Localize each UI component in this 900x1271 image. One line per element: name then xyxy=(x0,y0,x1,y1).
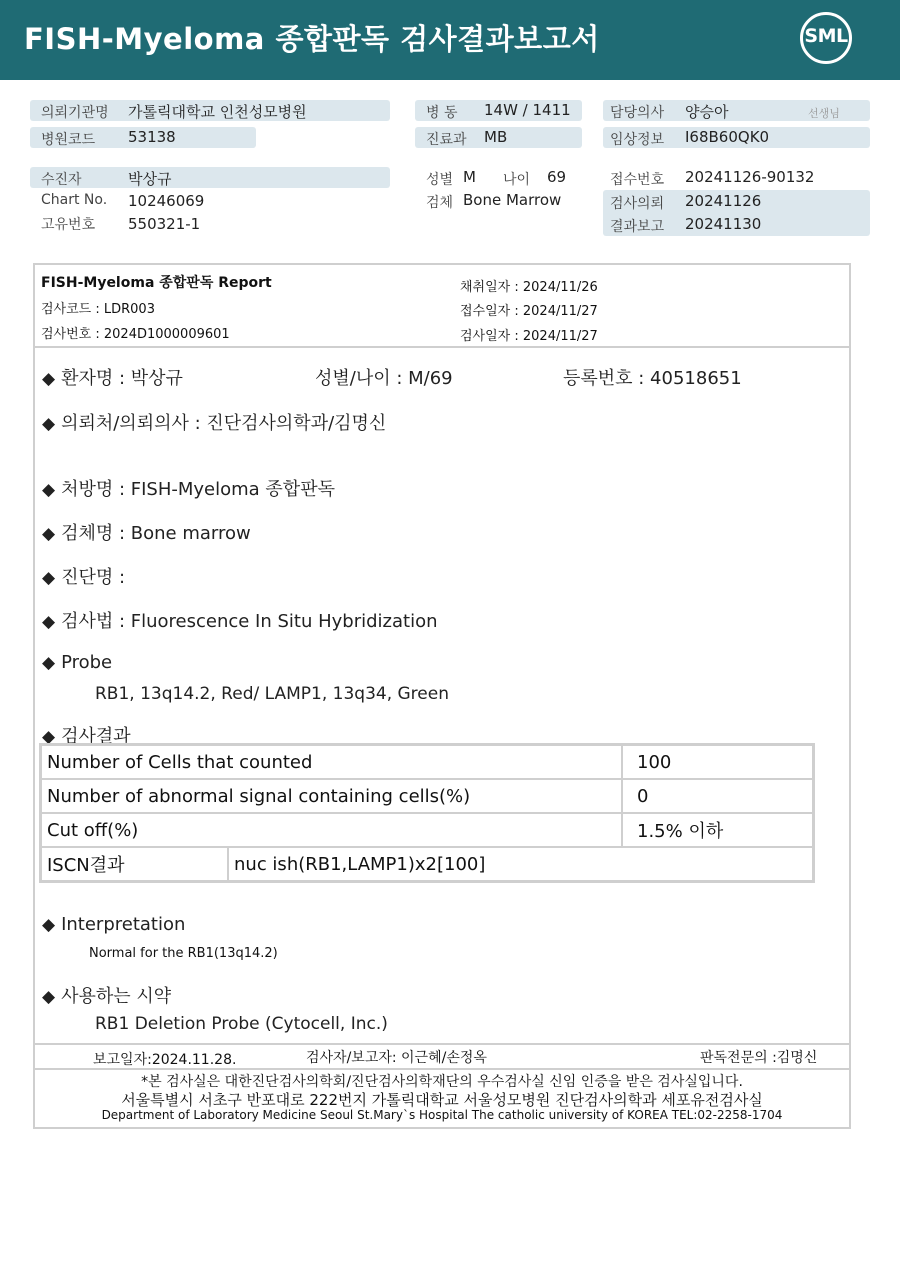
clinical-value: I68B60QK0 xyxy=(685,128,770,146)
ward-value: 14W / 1411 xyxy=(484,101,571,119)
table-row xyxy=(41,813,814,847)
chart-value: 10246069 xyxy=(128,192,205,210)
probe-text: RB1, 13q14.2, Red/ LAMP1, 13q34, Green xyxy=(95,684,449,704)
result-value-cell: 0 xyxy=(622,779,814,813)
result-table xyxy=(39,743,815,883)
diamond-bullet-icon: ◆ xyxy=(42,987,56,1007)
ward-label: 병 동 xyxy=(426,105,458,121)
received-date: 접수일자 : 2024/11/27 xyxy=(460,304,598,319)
table-row xyxy=(41,779,814,813)
diamond-bullet-icon: ◆ xyxy=(42,369,56,389)
dept-english-text: Department of Laboratory Medicine Seoul St.Mary`s Hospital The catholic university of KOREA TEL:02-2258-1704 xyxy=(101,1108,783,1122)
patient-value: 박상규 xyxy=(128,170,172,188)
chart-label: Chart No. xyxy=(41,192,108,208)
diamond-bullet-icon: ◆ xyxy=(42,568,56,588)
hosp-code-label: 병원코드 xyxy=(41,132,96,148)
diamond-bullet-icon: ◆ xyxy=(42,414,56,434)
test-code: 검사코드 : LDR003 xyxy=(41,302,155,317)
diamond-bullet-icon: ◆ xyxy=(42,612,56,632)
result-label-cell: Number of Cells that counted xyxy=(41,745,623,780)
report-header-divider xyxy=(35,346,849,348)
result-title: ◆ 검사결과 xyxy=(42,726,131,747)
diamond-bullet-icon: ◆ xyxy=(42,727,56,747)
request-value: 20241126 xyxy=(685,192,762,210)
reagent-text: RB1 Deletion Probe (Cytocell, Inc.) xyxy=(95,1014,388,1034)
diagnosis-line: ◆ 진단명 : xyxy=(42,567,126,588)
patient-label: 수진자 xyxy=(41,172,82,188)
referrer-line: ◆ 의뢰처/의뢰의사 : 진단검사의학과/김명신 xyxy=(42,413,387,434)
diamond-bullet-icon: ◆ xyxy=(42,480,56,500)
patient-name-line: ◆ 환자명 : 박상규 xyxy=(42,368,183,389)
age-label: 나이 xyxy=(503,172,531,188)
result-value-cell: 100 xyxy=(622,745,814,780)
result-label-cell: Number of abnormal signal containing cells(%) xyxy=(41,779,623,813)
diamond-bullet-icon: ◆ xyxy=(42,524,56,544)
sex-value: M xyxy=(463,168,476,186)
result-label: 결과보고 xyxy=(610,219,665,235)
interpretation-text: Normal for the RB1(13q14.2) xyxy=(89,946,278,961)
result-label-cell: Cut off(%) xyxy=(41,813,623,847)
method-line: ◆ 검사법 : Fluorescence In Situ Hybridization xyxy=(42,611,438,632)
table-row xyxy=(41,745,814,780)
clinical-label: 임상정보 xyxy=(610,132,665,148)
receipt-value: 20241126-90132 xyxy=(685,168,815,186)
page-title: FISH-Myeloma 종합판독 검사결과보고서 xyxy=(24,22,600,56)
address-text: 서울특별시 서초구 반포대로 222번지 가톨릭대학교 서울성모병원 진단검사의학과 세포유전검사실 xyxy=(121,1091,763,1109)
receipt-label: 접수번호 xyxy=(610,172,665,188)
sex-label: 성별 xyxy=(426,172,454,188)
unique-value: 550321-1 xyxy=(128,215,201,233)
interpretation-title: ◆ Interpretation xyxy=(42,914,186,935)
sex-age-line: 성별/나이 : M/69 xyxy=(315,368,453,389)
specimen-label: 검체 xyxy=(426,195,454,211)
result-value-cell: 1.5% 이하 xyxy=(622,813,814,847)
patient-row-bg xyxy=(30,167,390,188)
age-value: 69 xyxy=(547,168,567,186)
certification-text: *본 검사실은 대한진단검사의학회/진단검사의학재단의 우수검사실 신임 인증을 받은 검사실입니다. xyxy=(141,1074,743,1090)
reagent-title: ◆ 사용하는 시약 xyxy=(42,986,172,1007)
footer-divider-2 xyxy=(35,1068,849,1070)
reg-no-line: 등록번호 : 40518651 xyxy=(563,368,742,389)
collected-date: 채취일자 : 2024/11/26 xyxy=(460,280,598,295)
request-label: 검사의뢰 xyxy=(610,196,665,212)
specimen-value: Bone Marrow xyxy=(463,191,562,209)
doctor-label: 담당의사 xyxy=(610,105,665,121)
req-org-label: 의뢰기관명 xyxy=(41,105,109,121)
iscn-value-cell: nuc ish(RB1,LAMP1)x2[100] xyxy=(228,847,814,882)
logo-text: SML xyxy=(804,25,848,47)
reporter: 검사자/보고자: 이근혜/손정옥 xyxy=(306,1050,487,1066)
table-row xyxy=(41,847,814,882)
hosp-code-value: 53138 xyxy=(128,128,176,146)
req-org-value: 가톨릭대학교 인천성모병원 xyxy=(128,103,307,121)
dept-value: MB xyxy=(484,128,508,146)
iscn-label-cell: ISCN결과 xyxy=(41,847,229,882)
unique-label: 고유번호 xyxy=(41,217,96,233)
dept-label: 진료과 xyxy=(426,132,467,148)
footer-divider xyxy=(35,1043,849,1045)
doctor-suffix: 선생님 xyxy=(808,107,840,120)
doctor-value: 양승아 xyxy=(685,103,729,121)
report-date: 보고일자:2024.11.28. xyxy=(93,1052,237,1068)
probe-title: ◆ Probe xyxy=(42,652,113,673)
report-title: FISH-Myeloma 종합판독 Report xyxy=(41,275,272,291)
tested-date: 검사일자 : 2024/11/27 xyxy=(460,329,598,344)
diamond-bullet-icon: ◆ xyxy=(42,915,56,935)
reviewer: 판독전문의 :김명신 xyxy=(700,1050,818,1066)
test-number: 검사번호 : 2024D1000009601 xyxy=(41,327,230,342)
specimen-line: ◆ 검체명 : Bone marrow xyxy=(42,523,251,544)
order-line: ◆ 처방명 : FISH-Myeloma 종합판독 xyxy=(42,479,335,500)
diamond-bullet-icon: ◆ xyxy=(42,653,56,673)
result-value: 20241130 xyxy=(685,215,762,233)
